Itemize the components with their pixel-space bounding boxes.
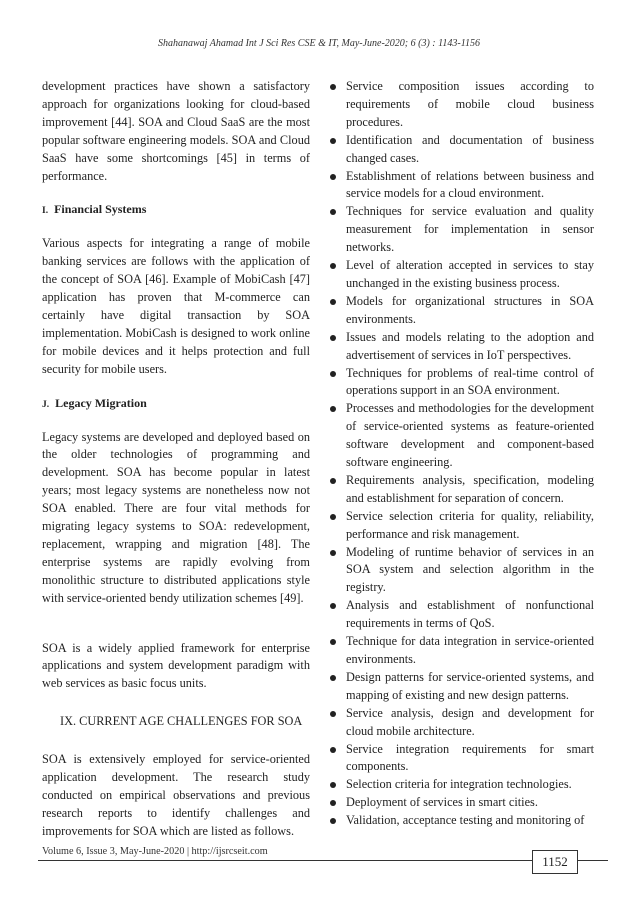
subsection-title: Legacy Migration xyxy=(55,395,147,410)
bullet-icon xyxy=(330,514,336,520)
footer-citation: Volume 6, Issue 3, May-June-2020 | http://ijsrcseit.com xyxy=(42,846,268,857)
list-item: Design patterns for service-oriented systems, and mapping of existing and new design patterns. xyxy=(330,669,594,705)
paragraph-intro: development practices have shown a satisfactory approach for organizations looking for cloud-based improvement [44]. SOA and Cloud SaaS are the most popular software engineering models. SOA and Cloud SaaS have some shortcomings [45] in terms of performance. xyxy=(42,79,310,183)
list-item: Service analysis, design and development for cloud mobile architecture. xyxy=(330,705,594,741)
bullet-icon xyxy=(330,603,336,609)
list-item: Identification and documentation of business changed cases. xyxy=(330,132,594,168)
list-item: Deployment of services in smart cities. xyxy=(330,794,594,812)
bullet-icon xyxy=(330,371,336,377)
bullet-icon xyxy=(330,639,336,645)
bullet-icon xyxy=(330,335,336,341)
list-item: Issues and models relating to the adoption and advertisement of services in IoT perspectives. xyxy=(330,329,594,365)
bullet-icon xyxy=(330,782,336,788)
subsection-heading-financial xyxy=(42,201,310,221)
challenge-list xyxy=(330,78,594,830)
subsection-number: J. xyxy=(42,399,50,410)
list-item: Models for organizational structures in SOA environments. xyxy=(330,293,594,329)
running-header: Shahanawaj Ahamad Int J Sci Res CSE & IT, May-June-2020; 6 (3) : 1143-1156 xyxy=(158,38,480,49)
bullet-icon xyxy=(330,138,336,144)
left-column xyxy=(42,78,310,857)
bullet-icon xyxy=(330,478,336,484)
footer-divider xyxy=(38,860,532,861)
list-item: Processes and methodologies for the development of service-oriented systems as feature-oriented software development and component-based software engineering. xyxy=(330,400,594,472)
right-column xyxy=(330,78,594,830)
paragraph-financial: Various aspects for integrating a range of mobile banking services are follows with the application of the concept of SOA [46]. Example of MobiCash [47] application has proven that M-commerce can certainly have digital transaction by SOA implementation. MobiCash is designed to work online for mobile devices and it helps protection and full security for mobile users. xyxy=(42,236,310,376)
list-item: Level of alteration accepted in services to stay unchanged in the existing business process. xyxy=(330,257,594,293)
list-item: Requirements analysis, specification, modeling and establishment for separation of concern. xyxy=(330,472,594,508)
list-item: Service selection criteria for quality, reliability, performance and risk management. xyxy=(330,508,594,544)
paragraph-legacy: Legacy systems are developed and deployed based on the older technologies of programming and development. SOA has become popular in latest years; most legacy systems are nonetheless now not SOA enabled. There are four vital methods for migrating legacy systems to SOA: redevelopment, replacement, wrapping and migration [48]. The enterprise systems are rapidly evolving from monolithic structure to distributed applications style with service-oriented bendy utilization schemes [49]. xyxy=(42,429,310,605)
list-item: Analysis and establishment of nonfunctional requirements in terms of QoS. xyxy=(330,597,594,633)
paragraph-challenges-intro: SOA is extensively employed for service-oriented application development. The research study conducted on empirical observations and previous research reports to identify challenges and improvements for SOA which are listed as follows. xyxy=(42,752,310,838)
bullet-icon xyxy=(330,406,336,412)
list-item: Modeling of runtime behavior of services in an SOA system and selection algorithm in the registry. xyxy=(330,544,594,598)
list-item: Technique for data integration in service-oriented environments. xyxy=(330,633,594,669)
list-item: Establishment of relations between business and service models for a cloud environment. xyxy=(330,168,594,204)
list-item: Service composition issues according to requirements of mobile cloud business procedures. xyxy=(330,78,594,132)
bullet-icon xyxy=(330,299,336,305)
paragraph-soa-framework: SOA is a widely applied framework for enterprise applications and system development paradigm with web services as basic focus units. xyxy=(42,640,310,691)
list-item: Techniques for service evaluation and quality measurement for implementation in sensor networks. xyxy=(330,203,594,257)
section-heading: IX. CURRENT AGE CHALLENGES FOR SOA xyxy=(60,714,303,729)
bullet-icon xyxy=(330,263,336,269)
bullet-icon xyxy=(330,174,336,180)
subsection-title: Financial Systems xyxy=(54,202,147,217)
bullet-icon xyxy=(330,711,336,717)
list-item: Service integration requirements for smart components. xyxy=(330,741,594,777)
bullet-icon xyxy=(330,84,336,90)
list-item: Validation, acceptance testing and monitoring of xyxy=(330,812,594,830)
footer-divider-tail xyxy=(578,860,608,861)
list-item: Techniques for problems of real-time control of operations support in an SOA environment. xyxy=(330,365,594,401)
page-number: 1152 xyxy=(532,850,578,874)
bullet-icon xyxy=(330,675,336,681)
bullet-icon xyxy=(330,550,336,556)
list-item: Selection criteria for integration technologies. xyxy=(330,776,594,794)
bullet-icon xyxy=(330,818,336,824)
bullet-icon xyxy=(330,747,336,753)
bullet-icon xyxy=(330,209,336,215)
subsection-number: I. xyxy=(42,206,49,217)
bullet-icon xyxy=(330,800,336,806)
subsection-heading-legacy xyxy=(42,395,310,415)
